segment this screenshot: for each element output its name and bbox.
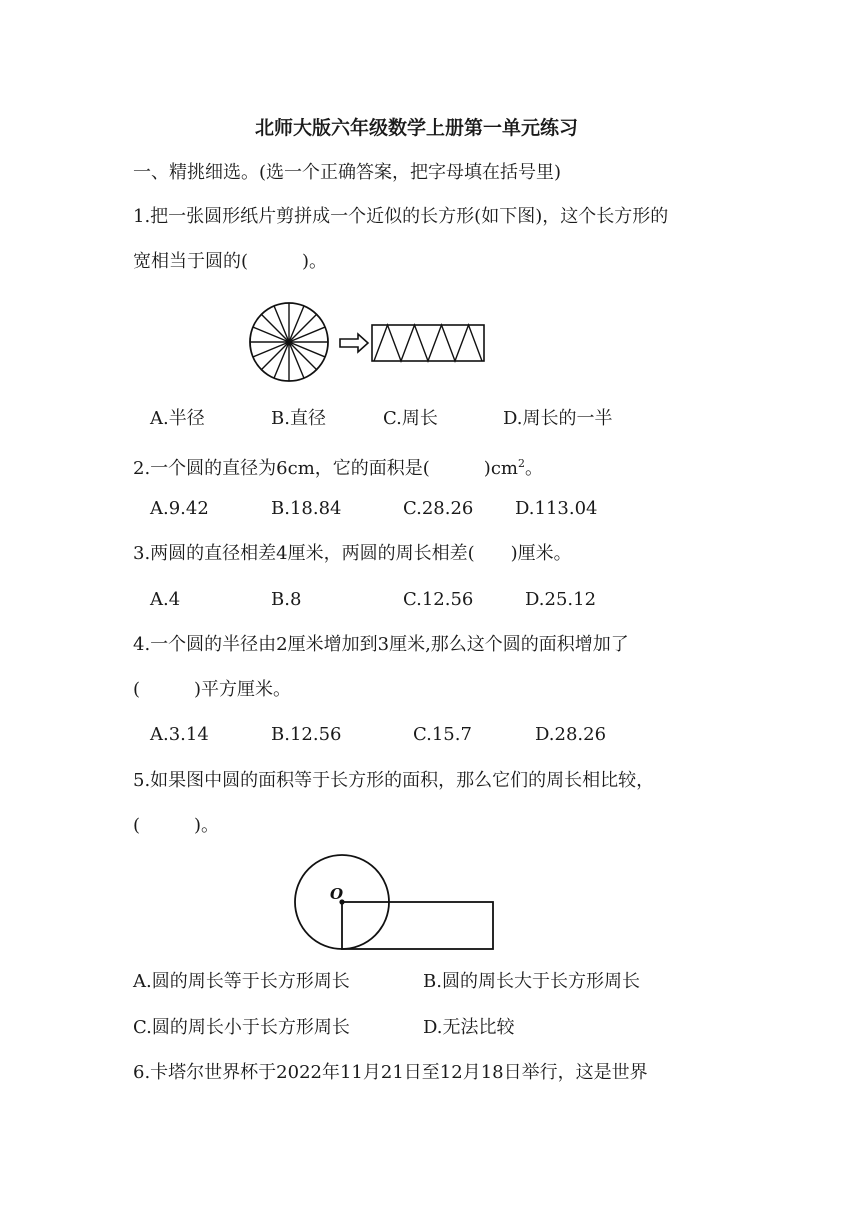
question-5-line-2: ( )。 xyxy=(133,815,220,836)
circle-and-rectangle-figure xyxy=(0,848,860,958)
arrow-right-icon xyxy=(340,334,368,352)
question-6-line-1: 6.卡塔尔世界杯于2022年11月21日至12月18日举行，这是世界 xyxy=(133,1062,648,1083)
q2-option-b: B.18.84 xyxy=(271,498,342,519)
question-4-line-1: 4.一个圆的半径由2厘米增加到3厘米,那么这个圆的面积增加了 xyxy=(133,634,629,655)
q3-option-d: D.25.12 xyxy=(525,589,597,610)
q3-option-c: C.12.56 xyxy=(403,589,474,610)
q2-option-d: D.113.04 xyxy=(515,498,598,519)
q4-option-d: D.28.26 xyxy=(535,724,607,745)
circle-to-rectangle-figure xyxy=(0,296,860,396)
q2-option-c: C.28.26 xyxy=(403,498,474,519)
question-5-line-1: 5.如果图中圆的面积等于长方形的面积，那么它们的周长相比较， xyxy=(133,770,655,791)
question-2-line-1: 2.一个圆的直径为6cm，它的面积是( )$cm^2$。 xyxy=(133,457,543,479)
section-heading: 一、精挑细选。(选一个正确答案，把字母填在括号里) xyxy=(133,162,562,183)
page-title: 北师大版六年级数学上册第一单元练习 xyxy=(255,117,579,139)
q5-option-b: B.圆的周长大于长方形周长 xyxy=(423,971,640,992)
q5-option-d: D.无法比较 xyxy=(423,1017,515,1038)
q3-option-b: B.8 xyxy=(271,589,302,610)
center-label-o: O xyxy=(330,885,344,903)
question-4-line-2: ( )平方厘米。 xyxy=(133,679,292,700)
q3-option-a: A.4 xyxy=(150,589,181,610)
q1-option-b: B.直径 xyxy=(271,408,326,429)
question-3-line-1: 3.两圆的直径相差4厘米，两圆的周长相差( )厘米。 xyxy=(133,543,572,564)
q4-option-b: B.12.56 xyxy=(271,724,342,745)
q4-option-a: A.3.14 xyxy=(150,724,209,745)
question-1-line-2: 宽相当于圆的( )。 xyxy=(133,251,328,272)
q5-option-a: A.圆的周长等于长方形周长 xyxy=(133,971,350,992)
question-1-line-1: 1.把一张圆形纸片剪拼成一个近似的长方形(如下图)，这个长方形的 xyxy=(133,206,669,227)
q5-option-c: C.圆的周长小于长方形周长 xyxy=(133,1017,350,1038)
q1-option-a: A.半径 xyxy=(150,408,205,429)
q1-option-d: D.周长的一半 xyxy=(503,408,613,429)
q2-option-a: A.9.42 xyxy=(150,498,209,519)
q4-option-c: C.15.7 xyxy=(413,724,472,745)
superscript: 2 xyxy=(517,457,525,470)
q1-option-c: C.周长 xyxy=(383,408,438,429)
